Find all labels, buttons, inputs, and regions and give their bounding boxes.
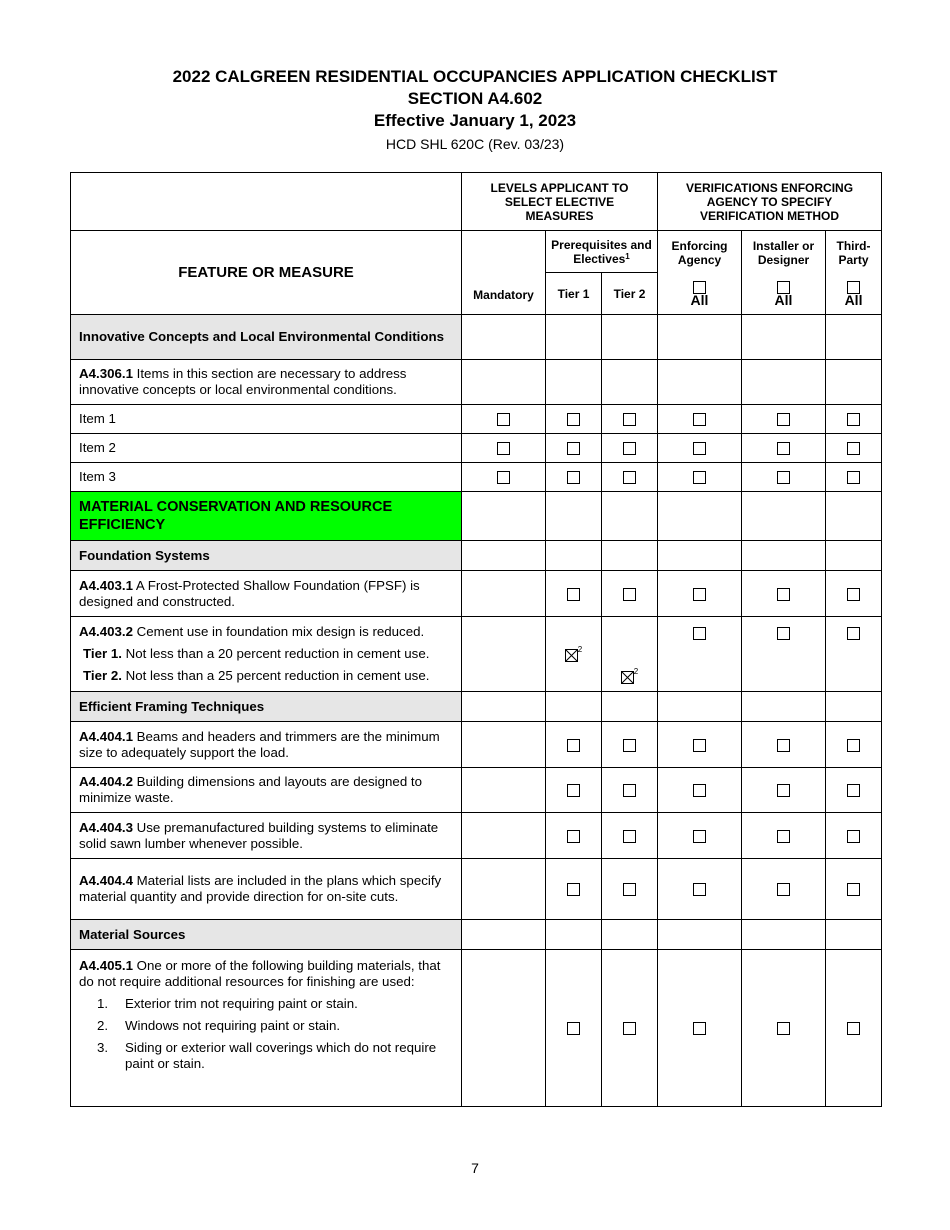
tier1-checkbox[interactable] xyxy=(567,471,580,484)
section-row xyxy=(71,692,882,722)
enforcing-checkbox[interactable] xyxy=(693,883,706,896)
tier2-checkbox[interactable] xyxy=(623,830,636,843)
tier1-checked-checkbox[interactable] xyxy=(565,649,578,662)
page-number: 7 xyxy=(471,1160,479,1176)
installer-checkbox[interactable] xyxy=(777,739,790,752)
mandatory-checkbox[interactable] xyxy=(497,442,510,455)
tier1-checkbox[interactable] xyxy=(567,883,580,896)
mandatory-checkbox[interactable] xyxy=(497,471,510,484)
tier2-checkbox[interactable] xyxy=(623,1022,636,1035)
third-party-checkbox[interactable] xyxy=(847,442,860,455)
enforcing-checkbox[interactable] xyxy=(693,471,706,484)
third-party-checkbox[interactable] xyxy=(847,830,860,843)
section-row xyxy=(71,315,882,360)
tier1-checkbox[interactable] xyxy=(567,1022,580,1035)
table-row: A4.404.4 Material lists are included in the plans which specify material quantity and provide direction for on-site cuts. xyxy=(71,859,882,920)
header-blank xyxy=(71,173,462,231)
tier2-checkbox[interactable] xyxy=(623,588,636,601)
third-party-header: Third-Party All xyxy=(826,231,882,315)
enforcing-checkbox[interactable] xyxy=(693,588,706,601)
effective-date: Effective January 1, 2023 xyxy=(373,111,577,130)
section-row xyxy=(71,920,882,950)
installer-checkbox[interactable] xyxy=(777,588,790,601)
enforcing-checkbox[interactable] xyxy=(693,413,706,426)
table-row: A4.404.1 Beams and headers and trimmers are the minimum size to adequately support the load. xyxy=(71,722,882,768)
section-row xyxy=(71,541,882,571)
enforcing-checkbox[interactable] xyxy=(693,784,706,797)
table-row: Item 2 xyxy=(71,434,882,463)
table-row: A4.306.1 Items in this section are necessary to address innovative concepts or local environmental conditions. xyxy=(71,360,882,405)
tier1-checkbox[interactable] xyxy=(567,588,580,601)
table-row: A4.405.1 One or more of the following building materials, that do not require additional resources for finishing are used: 1. Exterior trim not requiring paint or stain. 2. Windows not requiring paint or stain. 3. Siding or exterior wall coverings which do not require paint or stain. xyxy=(71,950,882,1107)
installer-checkbox[interactable] xyxy=(777,784,790,797)
table-row: A4.403.1 A Frost-Protected Shallow Foundation (FPSF) is designed and constructed. xyxy=(71,571,882,617)
third-party-checkbox[interactable] xyxy=(847,471,860,484)
list-item: 2. Windows not requiring paint or stain. xyxy=(97,1018,341,1033)
section-row xyxy=(71,492,882,541)
checklist-table xyxy=(70,172,882,1107)
installer-checkbox[interactable] xyxy=(777,627,790,640)
installer-checkbox[interactable] xyxy=(777,442,790,455)
document-title: 2022 CALGREEN RESIDENTIAL OCCUPANCIES APPLICATION CHECKLIST xyxy=(172,67,778,86)
enforcing-checkbox[interactable] xyxy=(693,627,706,640)
table-row: Item 1 xyxy=(71,405,882,434)
table-row: Item 3 xyxy=(71,463,882,492)
form-id: HCD SHL 620C (Rev. 03/23) xyxy=(385,136,565,152)
section-heading: Innovative Concepts and Local Environmental Conditions xyxy=(71,315,462,360)
tier1-checkbox[interactable] xyxy=(567,830,580,843)
tier1-checkbox[interactable] xyxy=(567,739,580,752)
enforcing-checkbox[interactable] xyxy=(693,442,706,455)
tier1-checkbox[interactable] xyxy=(567,413,580,426)
enforcing-checkbox[interactable] xyxy=(693,739,706,752)
table-row: A4.404.3 Use premanufactured building systems to eliminate solid sawn lumber whenever possible. xyxy=(71,813,882,859)
installer-checkbox[interactable] xyxy=(777,471,790,484)
tier2-column-header: Tier 2 xyxy=(602,273,658,315)
enforcing-checkbox[interactable] xyxy=(693,1022,706,1035)
third-party-checkbox[interactable] xyxy=(847,413,860,426)
third-party-checkbox[interactable] xyxy=(847,883,860,896)
tier2-checkbox[interactable] xyxy=(623,784,636,797)
mandatory-checkbox[interactable] xyxy=(497,413,510,426)
tier1-checkbox[interactable] xyxy=(567,784,580,797)
section-title: SECTION A4.602 xyxy=(407,89,543,108)
installer-checkbox[interactable] xyxy=(777,413,790,426)
verifications-header: VERIFICATIONS ENFORCING AGENCY TO SPECIFY VERIFICATION METHOD xyxy=(658,173,882,231)
mandatory-column-header: Mandatory xyxy=(462,231,546,315)
enforcing-agency-header: Enforcing Agency All xyxy=(658,231,742,315)
third-party-checkbox[interactable] xyxy=(847,1022,860,1035)
third-party-checkbox[interactable] xyxy=(847,627,860,640)
enforcing-checkbox[interactable] xyxy=(693,830,706,843)
tier2-checkbox[interactable] xyxy=(623,442,636,455)
installer-checkbox[interactable] xyxy=(777,1022,790,1035)
third-party-checkbox[interactable] xyxy=(847,588,860,601)
tier1-checkbox[interactable] xyxy=(567,442,580,455)
installer-checkbox[interactable] xyxy=(777,830,790,843)
tier2-checkbox[interactable] xyxy=(623,883,636,896)
section-heading: Material Sources xyxy=(71,920,462,950)
installer-header: Installer or Designer All xyxy=(742,231,826,315)
tier2-checkbox[interactable] xyxy=(623,471,636,484)
levels-header: LEVELS APPLICANT TO SELECT ELECTIVE MEASURES xyxy=(462,173,658,231)
tier2-checkbox[interactable] xyxy=(623,739,636,752)
table-row: A4.403.2 Cement use in foundation mix design is reduced. Tier 1. Not less than a 20 percent reduction in cement use. Tier 2. Not less than a 25 percent reduction in cement use. $^2$ $^2$ xyxy=(71,617,882,692)
list-item: 1. Exterior trim not requiring paint or stain. xyxy=(97,996,358,1011)
tier2-checked-checkbox[interactable] xyxy=(621,671,634,684)
tier1-column-header: Tier 1 xyxy=(546,273,602,315)
third-party-checkbox[interactable] xyxy=(847,784,860,797)
feature-column-header: FEATURE OR MEASURE xyxy=(71,231,462,315)
major-section-heading: MATERIAL CONSERVATION AND RESOURCE EFFICIENCY xyxy=(71,492,462,541)
list-item: 3. Siding or exterior wall coverings which do not require paint or stain. xyxy=(97,1040,437,1071)
table-row: A4.404.2 Building dimensions and layouts are designed to minimize waste. xyxy=(71,768,882,813)
third-party-checkbox[interactable] xyxy=(847,739,860,752)
tier2-checkbox[interactable] xyxy=(623,413,636,426)
section-heading: Efficient Framing Techniques xyxy=(71,692,462,722)
section-heading: Foundation Systems xyxy=(71,541,462,571)
installer-checkbox[interactable] xyxy=(777,883,790,896)
prereq-header: Prerequisites and Electives$^1$ xyxy=(546,231,658,273)
